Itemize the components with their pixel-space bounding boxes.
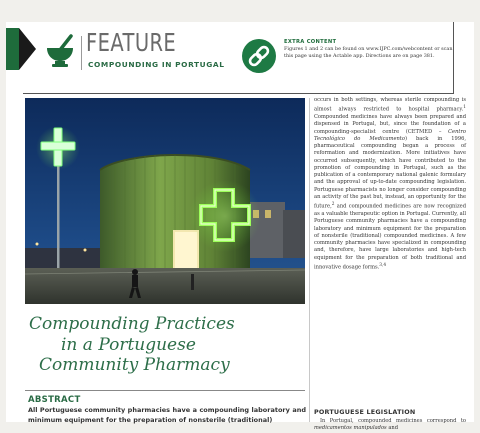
extra-content-icon[interactable] [242, 39, 276, 73]
section-italic-term: medicamentos manipulados [314, 425, 387, 432]
section-text [314, 418, 466, 433]
reference-marker: 1 [463, 105, 466, 111]
abstract-rule [25, 390, 305, 391]
section-heading: PORTUGUESE LEGISLATION [314, 408, 416, 416]
article-page [6, 22, 474, 432]
header-divider [81, 36, 82, 70]
column-divider [309, 98, 310, 422]
mortar-pestle-icon [43, 34, 77, 68]
section-text-segment: and [386, 425, 398, 432]
section-tab [6, 28, 19, 70]
abstract-text: All Portuguese community pharmacies have a compounding laboratory and minimum equipment for the preparation of nonsterile (traditional) [28, 406, 306, 424]
article-title [28, 314, 304, 376]
extra-content-label: EXTRA CONTENT [284, 39, 337, 45]
link-icon [242, 39, 276, 73]
margin-rule [453, 22, 454, 94]
article-title-line: Compounding Practices [29, 314, 235, 334]
body-text-segment: Compounded medicines have always been prepared and dispensed in Portugal, but, since the foundation of a compounding-specialist centre (CETMED – [314, 114, 466, 135]
reference-marker: 2 [331, 202, 335, 208]
body-column [314, 97, 466, 272]
reference-marker: 3,4 [379, 262, 387, 268]
section-text-segment: In Portugal, compounded medicines correspond to [320, 418, 466, 424]
body-text-segment: ) back in 1996, pharmaceutical compounding began a process of reformation and modernization. More initiatives have occurred subsequently, which have contributed to the promotion of compounding in Portugal, such as the publication of a contemporary national galenic formulary and the approval of up-to-date compounding legislation. Portuguese pharmacists no longer consider compounding an activity of the past but, instead, an opportunity for the future, [314, 135, 466, 210]
abstract-heading: ABSTRACT [28, 395, 81, 405]
body-italic-term: Centro Tecnológico do Medicamento [314, 128, 466, 142]
article-title-line: Community Pharmacy [39, 355, 230, 375]
article-title-line: in a Portuguese [61, 334, 196, 355]
header-rule [23, 93, 453, 94]
pharmacy-photo [25, 98, 305, 304]
chevron-icon [19, 28, 36, 70]
extra-content-text: Figures 1 and 2 can be found on www.IJPC.com/webcontent or scan this page using the Actable app. Directions are on page 381. [284, 46, 453, 59]
body-text-segment: occurs in both settings, whereas sterile compounding is almost always restricted to hospital pharmacy. [314, 97, 466, 113]
feature-title: FEATURE [86, 28, 177, 57]
feature-subtitle: COMPOUNDING IN PORTUGAL [88, 60, 225, 69]
body-text-segment: and compounded medicines are now recognized as a valuable therapeutic option in Portugal. Currently, all Portuguese community pharmacies have a compounding laboratory and minimum equipment for the preparation of nonsterile (traditional) compounded medicines. A few community pharmacies have specialized in compounding and, therefore, have large laboratories and high-tech equipment for the preparation of both traditional and innovative dosage forms. [314, 203, 466, 271]
